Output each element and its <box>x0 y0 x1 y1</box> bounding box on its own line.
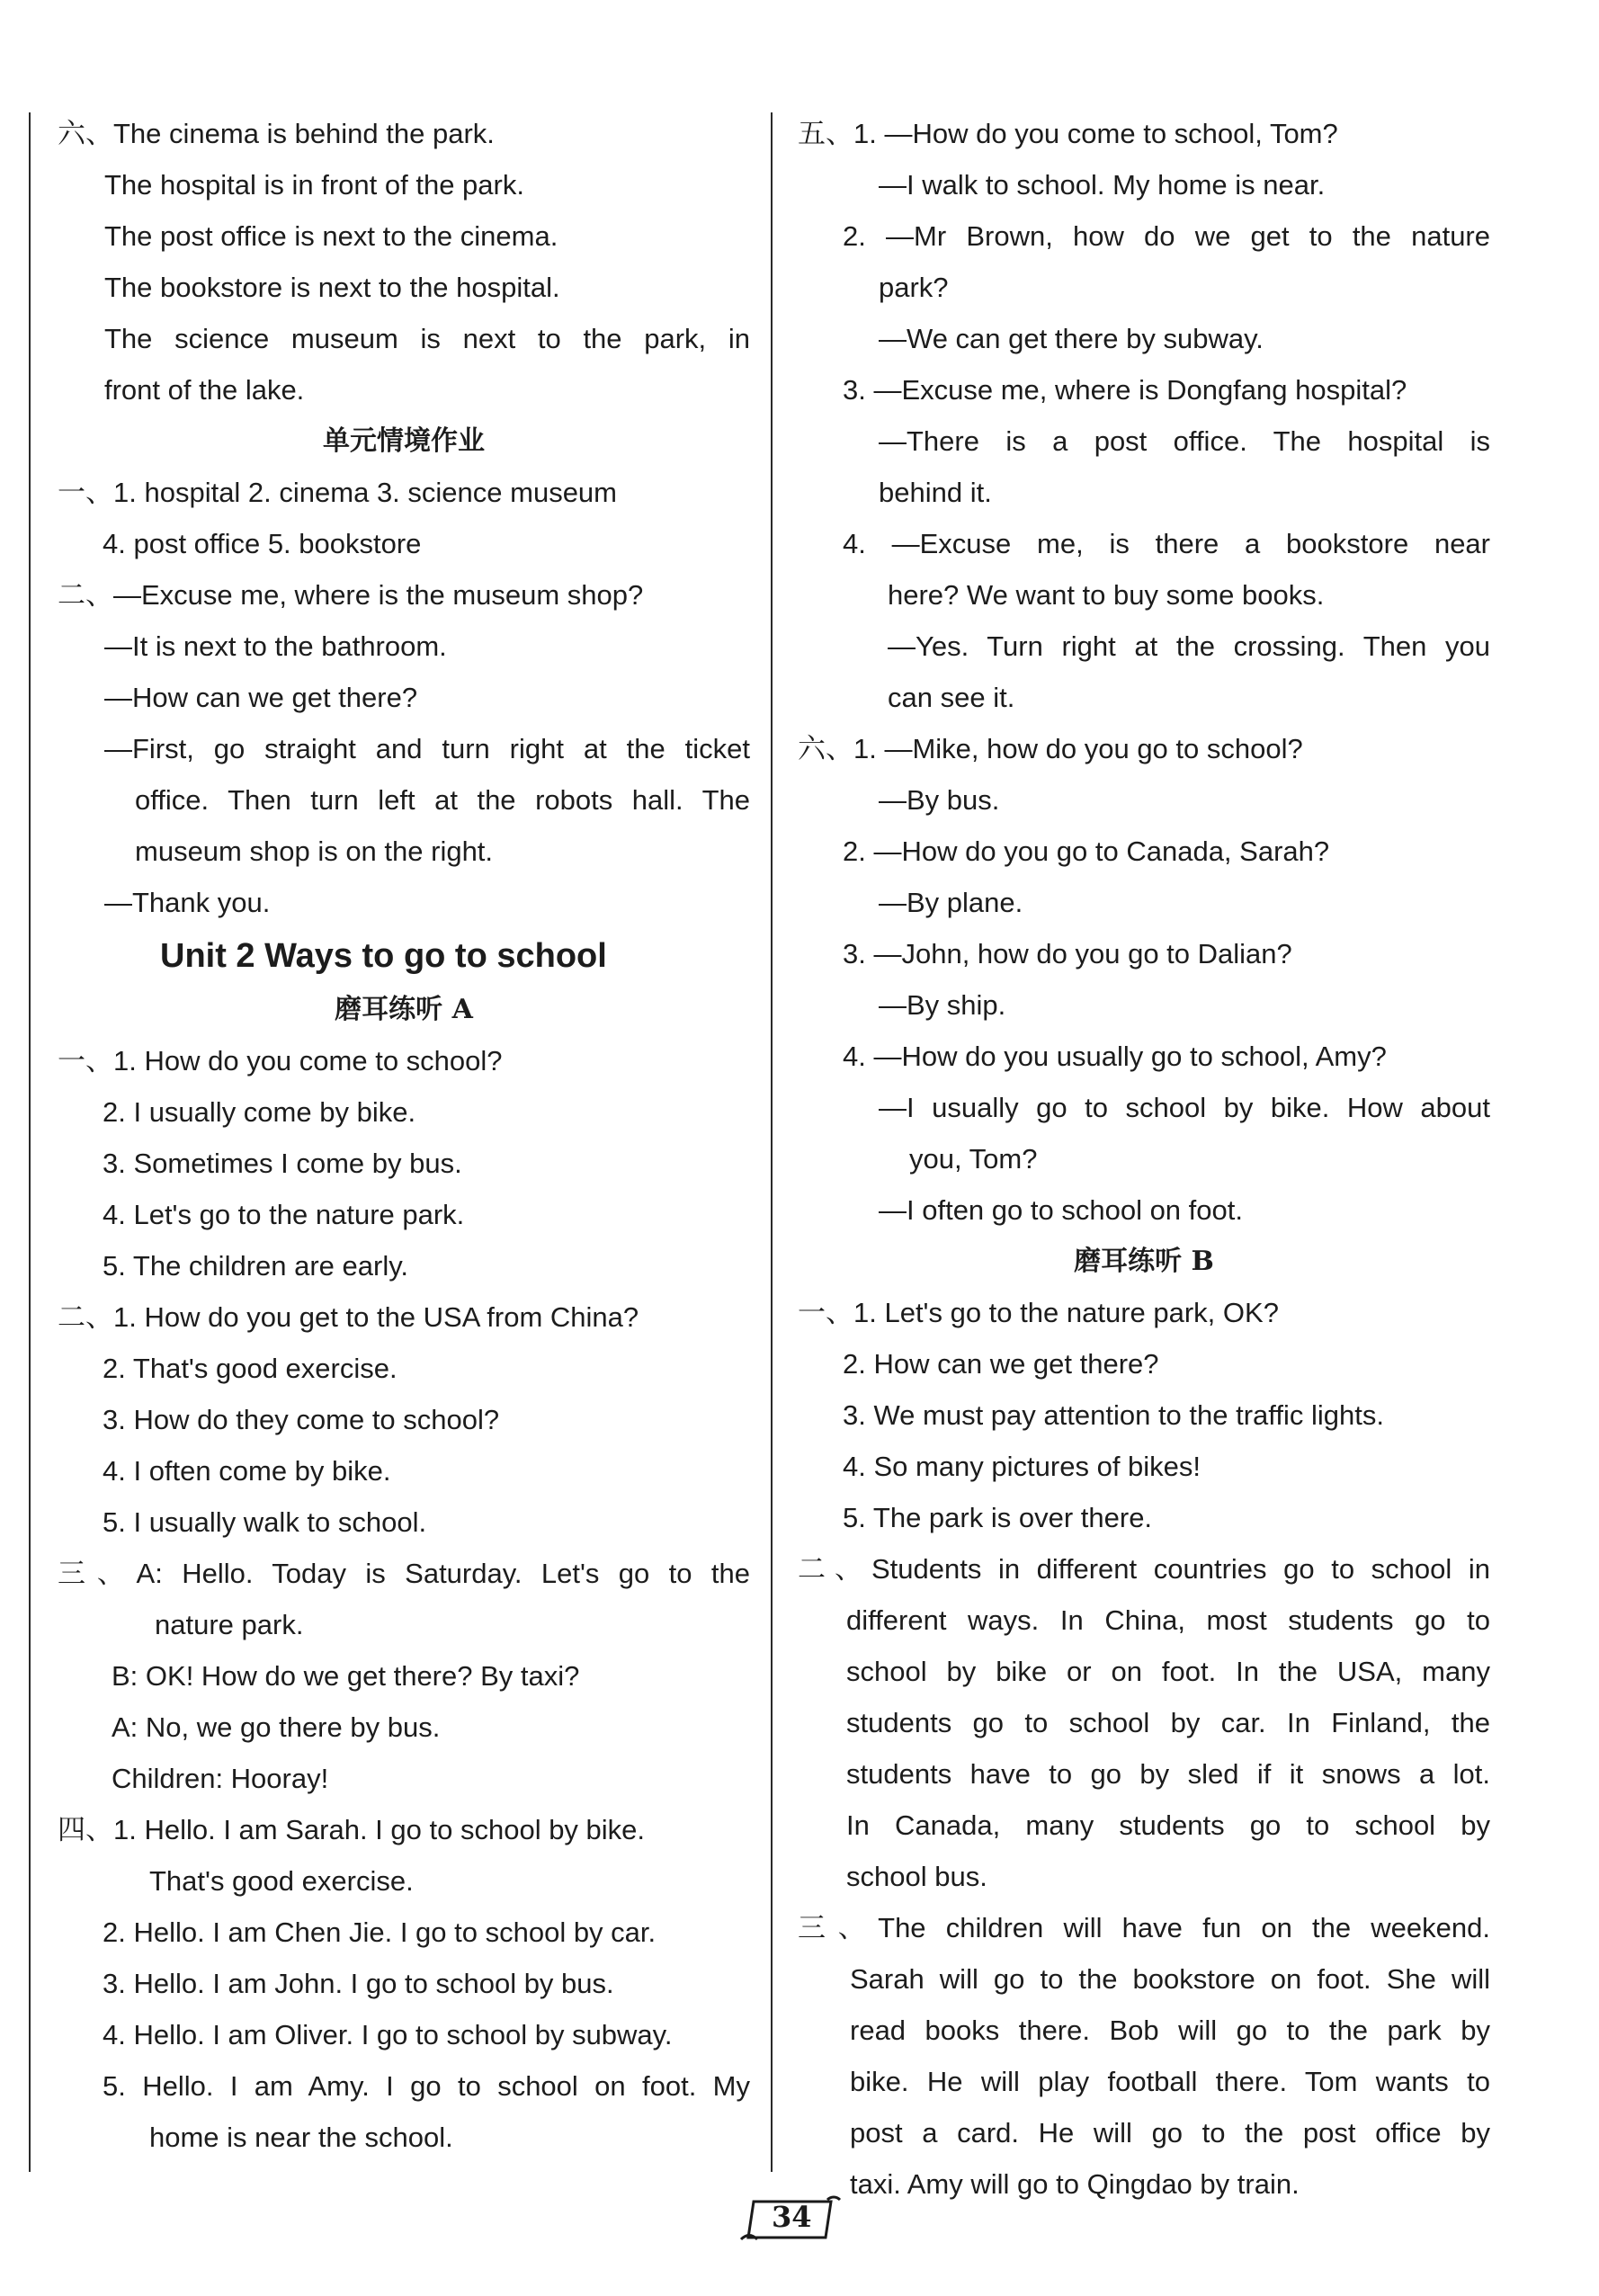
answer-line <box>58 569 750 621</box>
line-text: —Yes. Turn right at the crossing. Then you <box>888 630 1490 662</box>
line-text: taxi. Amy will go to Qingdao by train. <box>850 2168 1300 2200</box>
line-text: 二、1. How do you get to the USA from China? <box>58 1301 639 1333</box>
answer-line <box>58 1343 750 1394</box>
line-text: 4. —How do you usually go to school, Amy? <box>843 1041 1387 1072</box>
line-text: 六、The cinema is behind the park. <box>58 118 495 149</box>
answer-line <box>58 1445 750 1496</box>
answer-line <box>58 1240 750 1291</box>
answer-line <box>58 108 750 159</box>
answer-line <box>798 1697 1490 1748</box>
line-text: bike. He will play football there. Tom wants to <box>850 2066 1490 2097</box>
answer-line <box>798 2158 1490 2210</box>
answer-line <box>58 1035 750 1086</box>
answer-line <box>798 672 1490 723</box>
line-text: 磨耳练听 A <box>335 994 473 1025</box>
column-divider <box>771 112 773 2172</box>
line-text: —There is a post office. The hospital is <box>879 425 1490 457</box>
line-text: students have to go by sled if it snows a lot. <box>846 1758 1490 1790</box>
answer-line <box>58 467 750 518</box>
line-text: you, Tom? <box>909 1143 1038 1175</box>
line-text: students go to school by car. In Finland, the <box>846 1707 1490 1738</box>
answer-line <box>798 2107 1490 2158</box>
line-text: 3. Hello. I am John. I go to school by bus. <box>103 1968 614 1999</box>
line-text: front of the lake. <box>104 374 305 406</box>
line-text: here? We want to buy some books. <box>888 579 1325 611</box>
answer-line <box>798 1287 1490 1338</box>
answer-line <box>798 2005 1490 2056</box>
line-text: museum shop is on the right. <box>135 835 494 867</box>
answer-line <box>58 1496 750 1548</box>
answer-line <box>58 672 750 723</box>
answer-line <box>798 364 1490 415</box>
line-text: home is near the school. <box>149 2122 453 2153</box>
line-text: 4. Let's go to the nature park. <box>103 1199 465 1230</box>
line-text: school by bike or on foot. In the USA, many <box>846 1656 1490 1687</box>
line-text: 四、1. Hello. I am Sarah. I go to school by bike. <box>58 1814 646 1845</box>
line-text: —I often go to school on foot. <box>879 1194 1243 1226</box>
line-text: 3. —John, how do you go to Dalian? <box>843 938 1292 969</box>
answer-line <box>58 1138 750 1189</box>
answer-line <box>798 415 1490 467</box>
answer-line <box>798 159 1490 210</box>
line-text: That's good exercise. <box>149 1865 414 1897</box>
answer-line <box>58 313 750 364</box>
line-text: school bus. <box>846 1861 987 1892</box>
answer-line <box>798 877 1490 928</box>
line-text: 5. The park is over there. <box>843 1502 1153 1533</box>
answer-line <box>798 621 1490 672</box>
line-text: 一、1. How do you come to school? <box>58 1045 503 1077</box>
line-text: A: No, we go there by bus. <box>112 1711 441 1743</box>
answer-line <box>798 1543 1490 1595</box>
page-number: 34 <box>772 2200 812 2234</box>
line-text: The science museum is next to the park, in <box>104 323 750 354</box>
answer-line <box>58 1702 750 1753</box>
answer-line <box>798 1031 1490 1082</box>
answer-line <box>58 1804 750 1855</box>
answer-line <box>58 1907 750 1958</box>
line-text: nature park. <box>155 1609 304 1640</box>
answer-line <box>58 723 750 774</box>
answer-line <box>798 2056 1490 2107</box>
line-text: read books there. Bob will go to the park by <box>850 2015 1490 2046</box>
line-text: 磨耳练听 B <box>1074 1246 1214 1277</box>
line-text: —I walk to school. My home is near. <box>879 169 1326 201</box>
line-text: 2. —How do you go to Canada, Sarah? <box>843 835 1330 867</box>
answer-line <box>58 1548 750 1599</box>
answer-line <box>798 1338 1490 1389</box>
answer-line <box>58 1958 750 2009</box>
line-text: —By plane. <box>879 887 1023 918</box>
line-text: —By ship. <box>879 989 1006 1021</box>
answer-line <box>798 1902 1490 1953</box>
line-text: behind it. <box>879 477 992 508</box>
answer-line <box>798 1646 1490 1697</box>
answer-line <box>58 2060 750 2112</box>
line-text: 5. I usually walk to school. <box>103 1506 427 1538</box>
answer-line <box>798 467 1490 518</box>
line-text: 二、Students in different countries go to school in <box>798 1553 1490 1585</box>
line-text: 2. I usually come by bike. <box>103 1096 416 1128</box>
line-text: 3. We must pay attention to the traffic lights. <box>843 1399 1384 1431</box>
answer-line <box>58 1855 750 1907</box>
answer-line <box>58 518 750 569</box>
line-text: —How can we get there? <box>104 682 418 713</box>
line-text: In Canada, many students go to school by <box>846 1809 1490 1841</box>
section-heading <box>58 984 750 1035</box>
unit-title <box>58 928 750 984</box>
answer-line <box>798 1389 1490 1441</box>
answer-line <box>798 210 1490 262</box>
answer-line <box>798 826 1490 877</box>
answer-line <box>58 1394 750 1445</box>
answer-line <box>798 313 1490 364</box>
line-text: 3. How do they come to school? <box>103 1404 500 1435</box>
answer-line <box>58 1650 750 1702</box>
line-text: 5. Hello. I am Amy. I go to school on foot. My <box>103 2070 750 2102</box>
page-number-badge <box>737 2194 845 2245</box>
answer-line <box>58 621 750 672</box>
line-text: 单元情境作业 <box>323 425 485 457</box>
line-text: —It is next to the bathroom. <box>104 630 447 662</box>
line-text: 三、The children will have fun on the weekend. <box>798 1912 1490 1943</box>
line-text: 4. I often come by bike. <box>103 1455 391 1487</box>
line-text: 3. Sometimes I come by bus. <box>103 1148 462 1179</box>
section-heading <box>58 415 750 467</box>
line-text: 六、1. —Mike, how do you go to school? <box>798 733 1303 764</box>
line-text: —I usually go to school by bike. How about <box>879 1092 1490 1123</box>
answer-line <box>798 979 1490 1031</box>
line-text: different ways. In China, most students go to <box>846 1604 1490 1636</box>
answer-line <box>58 1086 750 1138</box>
answer-line <box>58 1599 750 1650</box>
line-text: Unit 2 Ways to go to school <box>160 937 607 975</box>
line-text: The post office is next to the cinema. <box>104 220 558 252</box>
answer-line <box>798 1441 1490 1492</box>
answer-line <box>58 826 750 877</box>
answer-line <box>58 774 750 826</box>
answer-line <box>58 2112 750 2163</box>
answer-line <box>798 723 1490 774</box>
line-text: post a card. He will go to the post office by <box>850 2117 1490 2149</box>
answer-line <box>798 518 1490 569</box>
answer-line <box>58 210 750 262</box>
line-text: 5. The children are early. <box>103 1250 409 1282</box>
left-margin-rule <box>29 112 31 2172</box>
answer-line <box>798 1492 1490 1543</box>
answer-line <box>798 774 1490 826</box>
line-text: Sarah will go to the bookstore on foot. She will <box>850 1963 1490 1995</box>
section-heading <box>798 1236 1490 1287</box>
line-text: 3. —Excuse me, where is Dongfang hospital? <box>843 374 1407 406</box>
line-text: 2. —Mr Brown, how do we get to the nature <box>843 220 1490 252</box>
answer-line <box>798 108 1490 159</box>
answer-line <box>58 877 750 928</box>
answer-line <box>798 928 1490 979</box>
line-text: can see it. <box>888 682 1015 713</box>
line-text: 4. Hello. I am Oliver. I go to school by subway. <box>103 2019 673 2050</box>
line-text: 五、1. —How do you come to school, Tom? <box>798 118 1338 149</box>
answer-line <box>798 1133 1490 1184</box>
answer-line <box>58 1189 750 1240</box>
answer-line <box>58 364 750 415</box>
line-text: 2. Hello. I am Chen Jie. I go to school by car. <box>103 1916 657 1948</box>
line-text: —Thank you. <box>104 887 271 918</box>
answer-line <box>798 1595 1490 1646</box>
line-text: office. Then turn left at the robots hall. The <box>135 784 750 816</box>
answer-line <box>798 1851 1490 1902</box>
left-column <box>58 108 750 2163</box>
line-text: 三、A: Hello. Today is Saturday. Let's go to the <box>58 1558 750 1589</box>
line-text: 2. How can we get there? <box>843 1348 1159 1380</box>
line-text: —We can get there by subway. <box>879 323 1264 354</box>
answer-line <box>58 1291 750 1343</box>
answer-line <box>58 159 750 210</box>
answer-line <box>58 2009 750 2060</box>
answer-line <box>798 1953 1490 2005</box>
line-text: 一、1. Let's go to the nature park, OK? <box>798 1297 1279 1328</box>
answer-line <box>798 569 1490 621</box>
line-text: 4. So many pictures of bikes! <box>843 1451 1201 1482</box>
answer-line <box>798 1082 1490 1133</box>
answer-line <box>58 1753 750 1804</box>
line-text: The bookstore is next to the hospital. <box>104 272 560 303</box>
line-text: —By bus. <box>879 784 1000 816</box>
line-text: park? <box>879 272 949 303</box>
line-text: Children: Hooray! <box>112 1763 329 1794</box>
answer-line <box>58 262 750 313</box>
answer-line <box>798 1184 1490 1236</box>
line-text: 4. post office 5. bookstore <box>103 528 422 559</box>
answer-line <box>798 262 1490 313</box>
right-column <box>798 108 1490 2210</box>
line-text: B: OK! How do we get there? By taxi? <box>112 1660 580 1692</box>
answer-line <box>798 1748 1490 1800</box>
answer-line <box>798 1800 1490 1851</box>
line-text: 4. —Excuse me, is there a bookstore near <box>843 528 1490 559</box>
line-text: 一、1. hospital 2. cinema 3. science museum <box>58 477 617 508</box>
line-text: 2. That's good exercise. <box>103 1353 398 1384</box>
line-text: —First, go straight and turn right at the ticket <box>104 733 750 764</box>
line-text: 二、—Excuse me, where is the museum shop? <box>58 579 644 611</box>
line-text: The hospital is in front of the park. <box>104 169 524 201</box>
